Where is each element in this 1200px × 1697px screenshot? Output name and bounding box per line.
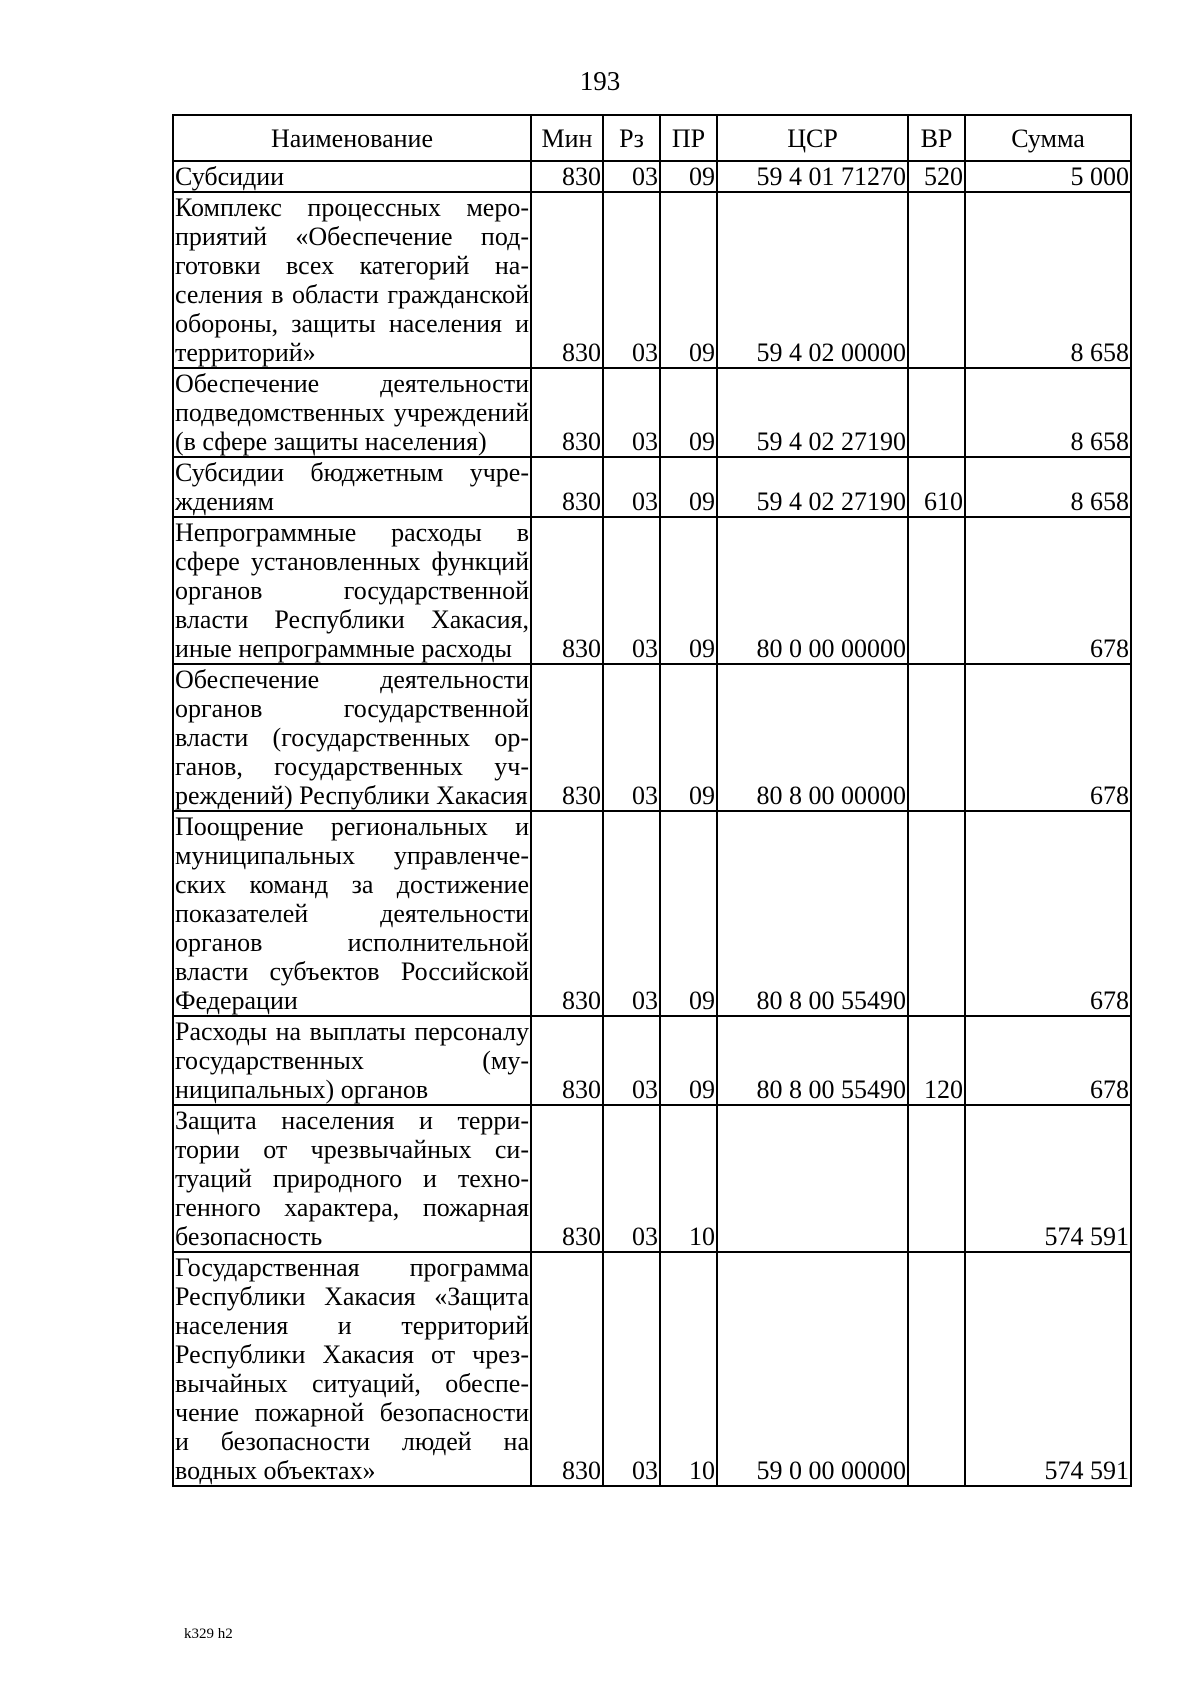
row-vr <box>908 517 965 664</box>
header-pr: ПР <box>660 115 717 161</box>
row-rz: 03 <box>603 1105 660 1252</box>
row-vr <box>908 664 965 811</box>
row-sum: 678 <box>965 664 1131 811</box>
row-vr <box>908 1252 965 1486</box>
row-sum: 8 658 <box>965 457 1131 517</box>
row-min: 830 <box>531 457 603 517</box>
table-row <box>173 811 1131 1016</box>
row-min: 830 <box>531 664 603 811</box>
row-csr: 80 0 00 00000 <box>717 517 908 664</box>
row-pr: 09 <box>660 161 717 192</box>
row-rz: 03 <box>603 811 660 1016</box>
row-min: 830 <box>531 161 603 192</box>
row-sum: 574 591 <box>965 1105 1131 1252</box>
row-name: Субсидии бюджетным учреждениям <box>175 458 529 516</box>
row-vr <box>908 192 965 368</box>
row-pr: 09 <box>660 1016 717 1105</box>
table-row <box>173 161 1131 192</box>
row-name: Расходы на выплаты персоналу государственных (муниципальных) органов <box>175 1017 529 1104</box>
row-min: 830 <box>531 811 603 1016</box>
row-name: Обеспечение деятельности подведомственных учреждений (в сфере защиты населения) <box>175 369 529 456</box>
row-csr: 80 8 00 55490 <box>717 1016 908 1105</box>
row-pr: 09 <box>660 517 717 664</box>
row-rz: 03 <box>603 368 660 457</box>
header-csr: ЦСР <box>717 115 908 161</box>
row-rz: 03 <box>603 517 660 664</box>
row-sum: 8 658 <box>965 192 1131 368</box>
row-min: 830 <box>531 1105 603 1252</box>
table-row <box>173 368 1131 457</box>
row-vr: 610 <box>908 457 965 517</box>
table-row <box>173 1105 1131 1252</box>
row-csr: 59 4 02 00000 <box>717 192 908 368</box>
row-csr: 59 4 01 71270 <box>717 161 908 192</box>
footer-code: k329 h2 <box>184 1626 233 1642</box>
row-name: Защита населения и территории от чрезвычайных ситуаций природного и техногенного характера, пожарная безопасность <box>175 1106 529 1251</box>
row-rz: 03 <box>603 1016 660 1105</box>
table-row <box>173 192 1131 368</box>
row-csr: 59 0 00 00000 <box>717 1252 908 1486</box>
row-name: Комплекс процессных мероприятий «Обеспечение подготовки всех категорий населения в области гражданской обороны, защиты населения и территорий» <box>175 193 529 367</box>
header-name: Наименование <box>173 115 531 161</box>
row-csr <box>717 1105 908 1252</box>
row-rz: 03 <box>603 192 660 368</box>
header-rz: Рз <box>603 115 660 161</box>
row-rz: 03 <box>603 457 660 517</box>
row-rz: 03 <box>603 1252 660 1486</box>
row-name: Непрограммные расходы в сфере установленных функций органов государственной власти Республики Хакасия, иные непрограммные расходы <box>175 518 529 663</box>
row-sum: 8 658 <box>965 368 1131 457</box>
row-rz: 03 <box>603 664 660 811</box>
table-row <box>173 1252 1131 1486</box>
header-vr: ВР <box>908 115 965 161</box>
row-vr <box>908 811 965 1016</box>
row-rz: 03 <box>603 161 660 192</box>
row-sum: 5 000 <box>965 161 1131 192</box>
row-sum: 678 <box>965 1016 1131 1105</box>
row-name: Субсидии <box>173 161 531 192</box>
header-min: Мин <box>531 115 603 161</box>
row-csr: 59 4 02 27190 <box>717 368 908 457</box>
row-csr: 80 8 00 00000 <box>717 664 908 811</box>
row-pr: 09 <box>660 368 717 457</box>
row-min: 830 <box>531 1016 603 1105</box>
row-pr: 10 <box>660 1105 717 1252</box>
row-sum: 678 <box>965 517 1131 664</box>
row-min: 830 <box>531 368 603 457</box>
row-name: Обеспечение деятельности органов государственной власти (государственных органов, государственных учреждений) Республики Хакасия <box>175 665 529 810</box>
row-min: 830 <box>531 192 603 368</box>
row-min: 830 <box>531 1252 603 1486</box>
table-header-row <box>173 115 1131 161</box>
row-csr: 59 4 02 27190 <box>717 457 908 517</box>
row-pr: 09 <box>660 664 717 811</box>
page-number: 193 <box>579 66 621 96</box>
table-row <box>173 517 1131 664</box>
row-name: Государственная программа Республики Хакасия «Защита населения и территорий Республики Хакасия от чрезвычайных ситуаций, обеспечение пожарной безопасности и безопасности людей на водных объектах» <box>175 1253 529 1485</box>
row-pr: 09 <box>660 811 717 1016</box>
row-sum: 678 <box>965 811 1131 1016</box>
budget-table <box>172 114 1132 1487</box>
row-vr: 520 <box>908 161 965 192</box>
row-name: Поощрение региональных и муниципальных управленческих команд за достижение показателей деятельности органов исполнительной власти субъектов Российской Федерации <box>175 812 529 1015</box>
row-vr <box>908 1105 965 1252</box>
row-pr: 09 <box>660 192 717 368</box>
table-row <box>173 664 1131 811</box>
row-pr: 09 <box>660 457 717 517</box>
header-sum: Сумма <box>965 115 1131 161</box>
row-min: 830 <box>531 517 603 664</box>
row-vr <box>908 368 965 457</box>
row-csr: 80 8 00 55490 <box>717 811 908 1016</box>
table-row <box>173 1016 1131 1105</box>
row-sum: 574 591 <box>965 1252 1131 1486</box>
row-pr: 10 <box>660 1252 717 1486</box>
table-row <box>173 457 1131 517</box>
row-vr: 120 <box>908 1016 965 1105</box>
